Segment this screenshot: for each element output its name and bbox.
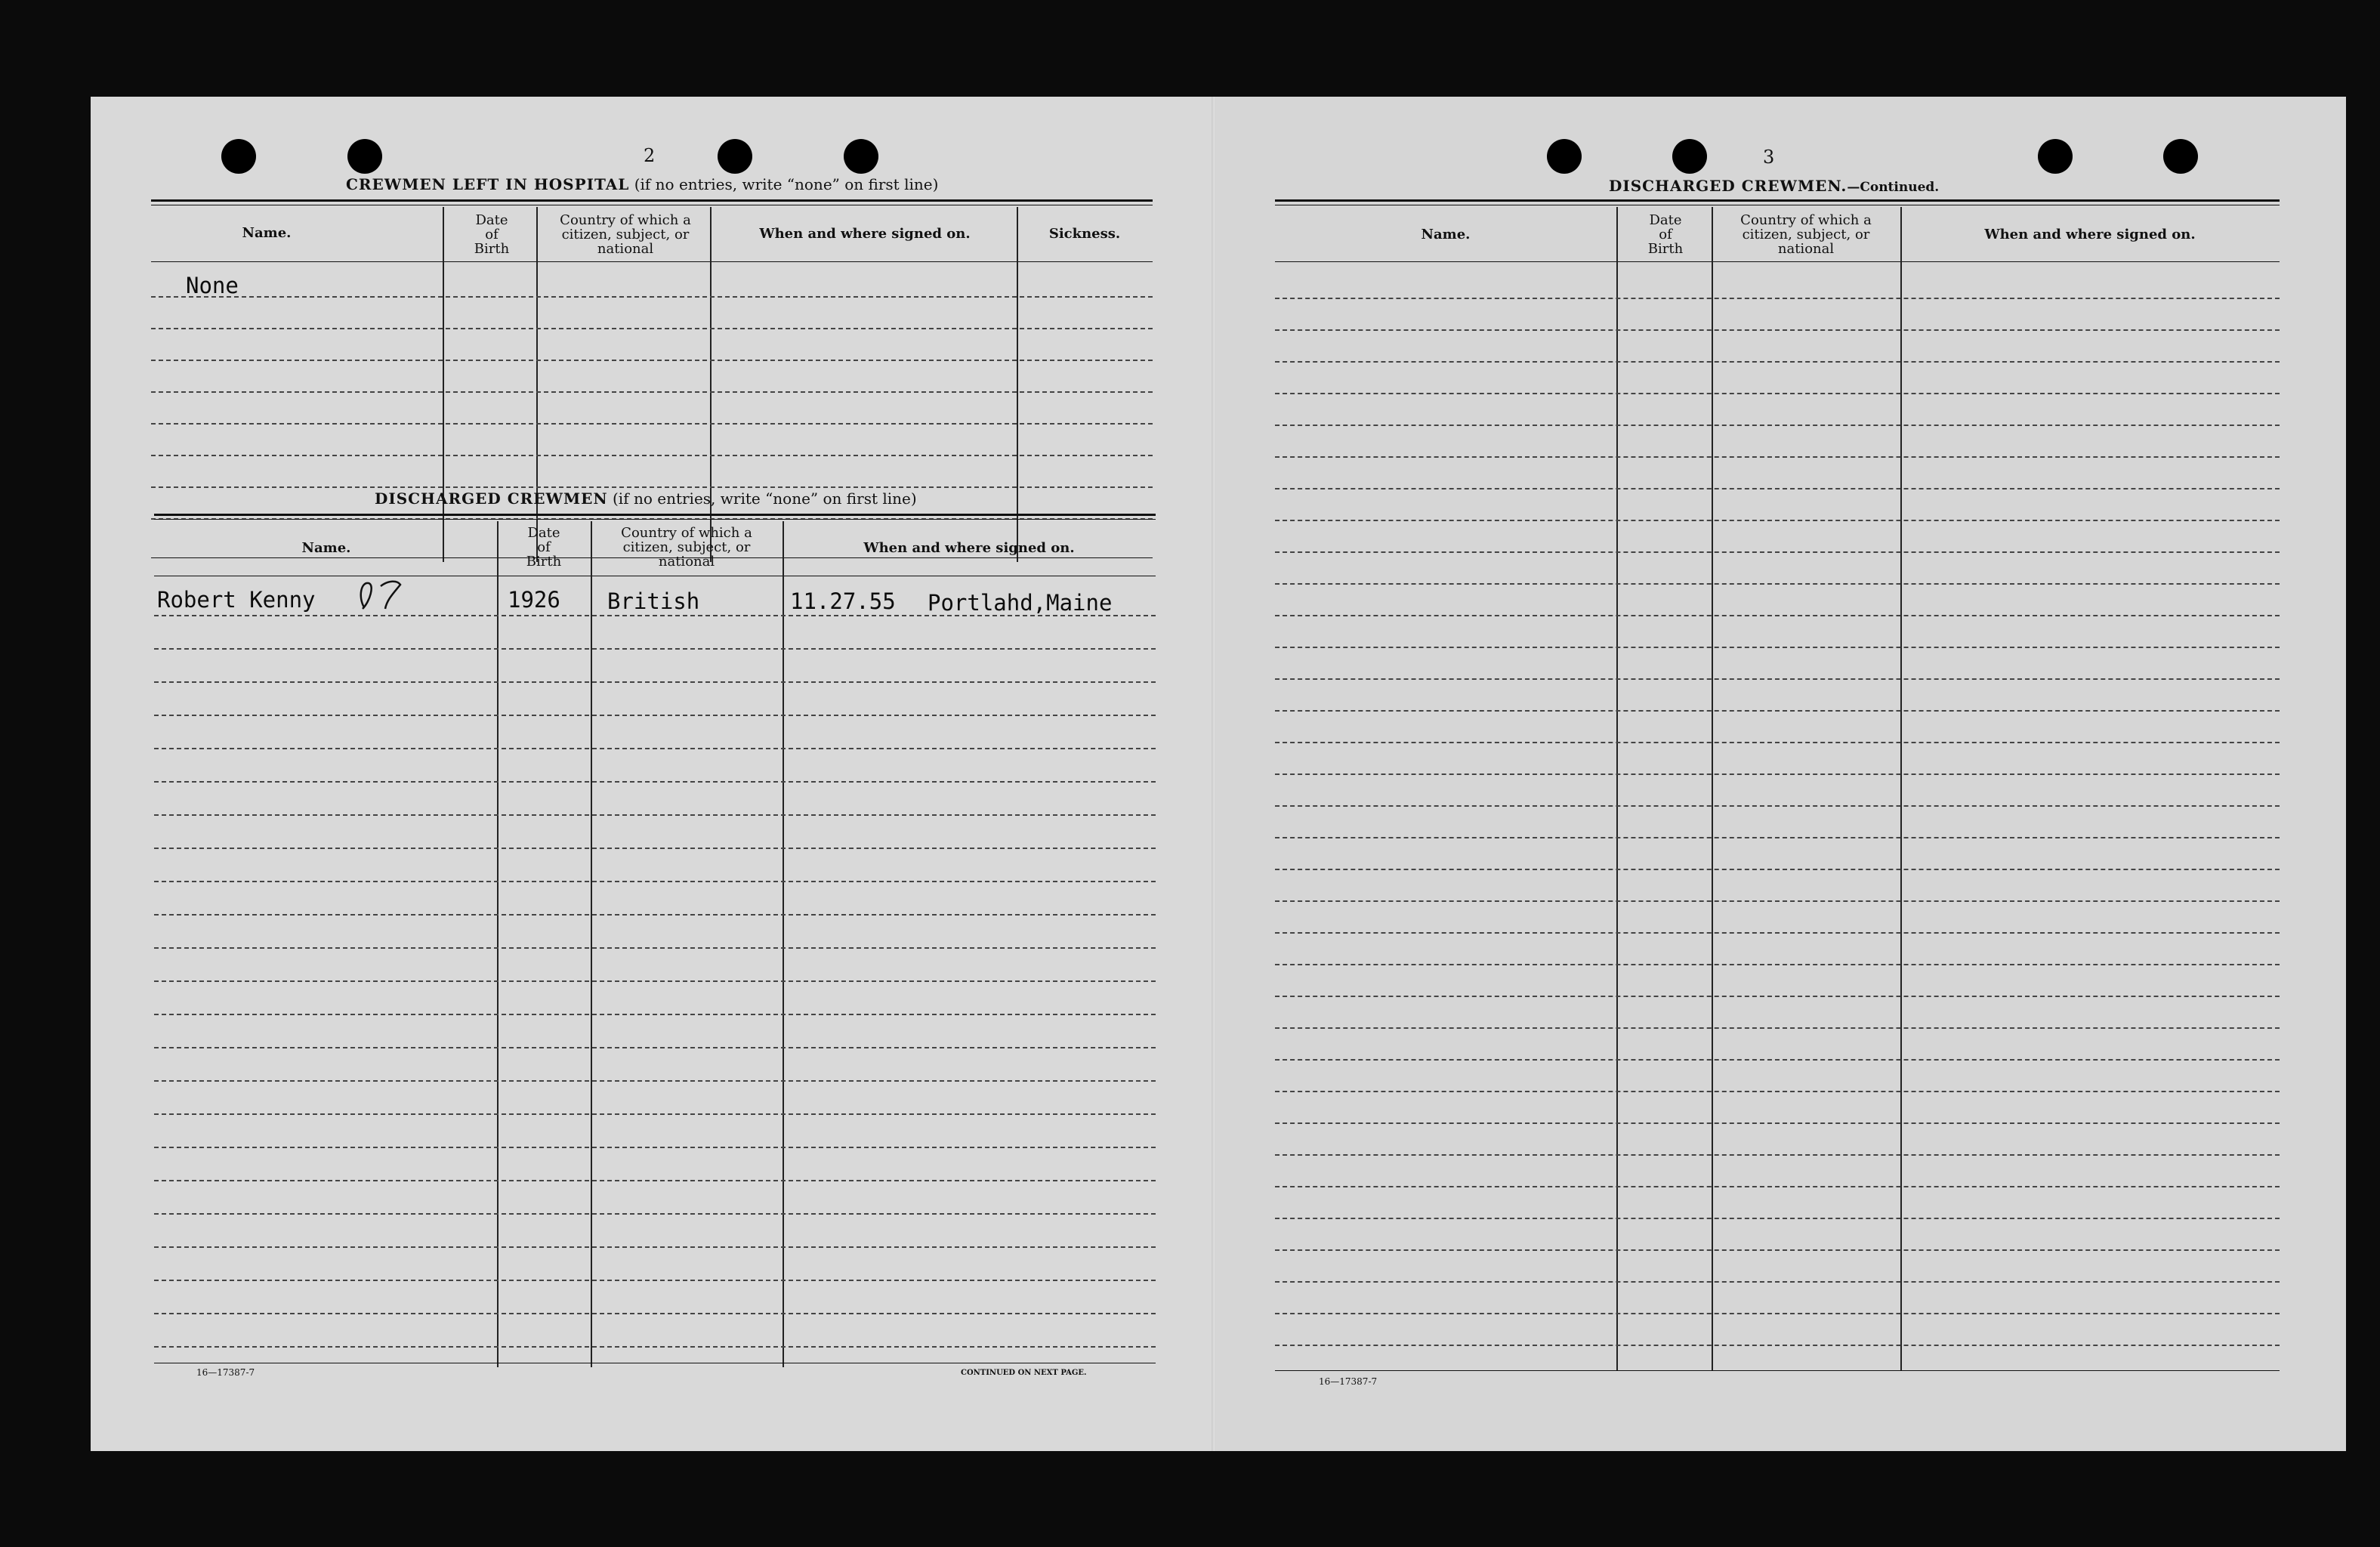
entry-line bbox=[1275, 1091, 2280, 1092]
handwritten-initials-mark bbox=[353, 574, 414, 619]
dob-line: of bbox=[1659, 227, 1672, 242]
entry-line bbox=[151, 360, 1153, 361]
entry-line bbox=[1275, 1027, 2280, 1029]
entry-line bbox=[1275, 1122, 2280, 1124]
header-rule bbox=[1275, 261, 2280, 262]
hospital-title-bold: CREWMEN LEFT IN HOSPITAL bbox=[346, 175, 630, 193]
entry-line bbox=[154, 1047, 1156, 1048]
entry-line bbox=[154, 848, 1156, 849]
entry-line bbox=[151, 486, 1153, 488]
entry-line bbox=[151, 391, 1153, 393]
country-line: citizen, subject, or bbox=[1742, 227, 1870, 242]
country-line: citizen, subject, or bbox=[622, 539, 751, 555]
col-header-name: Name. bbox=[1421, 227, 1471, 242]
punch-hole bbox=[1547, 139, 1582, 174]
double-rule bbox=[1275, 199, 2280, 202]
entry-line bbox=[154, 681, 1156, 683]
entry-line bbox=[1275, 361, 2280, 363]
discharged-entry-place: Portlahd,Maine bbox=[928, 590, 1113, 616]
right-page bbox=[1215, 97, 2346, 1451]
entry-line bbox=[154, 1113, 1156, 1115]
entry-line bbox=[154, 1147, 1156, 1148]
entry-line bbox=[1275, 1218, 2280, 1219]
entry-line bbox=[154, 980, 1156, 982]
punch-hole bbox=[221, 139, 256, 174]
entry-line bbox=[1275, 900, 2280, 902]
entry-line bbox=[151, 296, 1153, 298]
country-line: Country of which a bbox=[1740, 212, 1872, 228]
entry-line bbox=[1275, 1154, 2280, 1156]
entry-line bbox=[1275, 425, 2280, 426]
entry-line bbox=[1275, 869, 2280, 870]
entry-line bbox=[1275, 488, 2280, 489]
col-header-sickness: Sickness. bbox=[1048, 226, 1121, 242]
entry-line bbox=[151, 423, 1153, 425]
entry-line bbox=[154, 1346, 1156, 1348]
column-divider bbox=[536, 207, 538, 562]
col-header-dob bbox=[1616, 213, 1715, 256]
entry-line bbox=[1275, 774, 2280, 775]
discharged-title-note: (if no entries, write “none” on first line) bbox=[613, 489, 917, 508]
entry-line bbox=[1275, 678, 2280, 680]
entry-line bbox=[1275, 1345, 2280, 1346]
dob-line: Birth bbox=[526, 554, 562, 570]
punch-hole bbox=[2038, 139, 2073, 174]
entry-line bbox=[154, 715, 1156, 716]
col-header-when-where: When and where signed on. bbox=[863, 540, 1075, 556]
col-header-country bbox=[1712, 213, 1900, 256]
dob-line: Birth bbox=[1647, 241, 1684, 257]
entry-line bbox=[1275, 329, 2280, 331]
entry-line bbox=[154, 814, 1156, 816]
entry-line bbox=[1275, 1313, 2280, 1314]
country-line: national bbox=[1777, 241, 1835, 257]
punch-hole bbox=[2163, 139, 2198, 174]
discharged-entry-name: Robert Kenny bbox=[157, 587, 316, 613]
entry-line bbox=[1275, 520, 2280, 521]
country-line: national bbox=[658, 554, 715, 570]
entry-line bbox=[1275, 805, 2280, 807]
entry-line bbox=[154, 748, 1156, 749]
entry-line bbox=[1275, 298, 2280, 299]
continued-note: CONTINUED ON NEXT PAGE. bbox=[961, 1369, 1087, 1377]
right-title-cont: —Continued. bbox=[1847, 180, 1940, 195]
discharged-entry-dob: 1926 bbox=[508, 587, 560, 613]
column-divider bbox=[443, 207, 444, 562]
dob-line: of bbox=[485, 227, 499, 242]
column-divider bbox=[1712, 207, 1713, 1370]
dob-line: Date bbox=[1649, 212, 1682, 228]
entry-line bbox=[154, 881, 1156, 882]
entry-line bbox=[154, 1014, 1156, 1015]
col-header-country bbox=[536, 213, 715, 256]
double-rule bbox=[154, 514, 1156, 516]
entry-line bbox=[1275, 1059, 2280, 1061]
hospital-section-title bbox=[346, 175, 938, 193]
entry-line bbox=[1275, 710, 2280, 712]
entry-line bbox=[154, 1080, 1156, 1082]
discharged-section-title bbox=[375, 489, 917, 508]
punch-hole bbox=[718, 139, 752, 174]
dob-line: Date bbox=[475, 212, 508, 228]
right-section-title bbox=[1609, 177, 1939, 195]
column-divider bbox=[1017, 207, 1018, 562]
section-end-rule bbox=[1275, 1370, 2280, 1371]
entry-line bbox=[1275, 1249, 2280, 1251]
entry-line bbox=[151, 455, 1153, 456]
double-rule bbox=[151, 199, 1153, 202]
entry-line bbox=[1275, 647, 2280, 648]
col-header-country bbox=[591, 526, 783, 569]
discharged-entry-date: 11.27.55 bbox=[790, 588, 896, 614]
dob-line: of bbox=[537, 539, 551, 555]
entry-line bbox=[154, 1246, 1156, 1248]
entry-line bbox=[154, 1180, 1156, 1181]
column-divider bbox=[1900, 207, 1902, 1370]
entry-line bbox=[1275, 393, 2280, 394]
punch-hole bbox=[347, 139, 382, 174]
page-number: 3 bbox=[1763, 147, 1775, 168]
entry-line bbox=[1275, 551, 2280, 553]
entry-line bbox=[154, 1313, 1156, 1314]
column-divider bbox=[1616, 207, 1618, 1370]
header-rule bbox=[151, 261, 1153, 262]
entry-line bbox=[1275, 996, 2280, 997]
entry-line bbox=[1275, 932, 2280, 934]
country-line: citizen, subject, or bbox=[561, 227, 690, 242]
country-line: Country of which a bbox=[621, 525, 752, 541]
entry-line bbox=[1275, 964, 2280, 965]
entry-line bbox=[154, 1280, 1156, 1281]
entry-line bbox=[1275, 456, 2280, 458]
dob-line: Date bbox=[527, 525, 560, 541]
column-divider bbox=[710, 207, 712, 562]
punch-hole bbox=[1672, 139, 1707, 174]
hospital-title-note: (if no entries, write “none” on first line) bbox=[634, 175, 939, 193]
entry-line bbox=[1275, 742, 2280, 743]
form-number: 16—17387-7 bbox=[1319, 1376, 1378, 1387]
col-header-when-where: When and where signed on. bbox=[759, 226, 971, 242]
country-line: national bbox=[597, 241, 654, 257]
punch-hole bbox=[844, 139, 878, 174]
dob-line: Birth bbox=[474, 241, 510, 257]
discharged-title-bold: DISCHARGED CREWMEN bbox=[375, 489, 608, 508]
entry-line bbox=[1275, 1186, 2280, 1187]
form-number: 16—17387-7 bbox=[196, 1367, 255, 1378]
entry-line bbox=[154, 914, 1156, 916]
entry-line bbox=[154, 947, 1156, 949]
col-header-dob bbox=[497, 526, 591, 569]
double-rule bbox=[154, 519, 1156, 520]
page-number: 2 bbox=[644, 145, 656, 166]
left-page bbox=[91, 97, 1215, 1451]
right-title-bold: DISCHARGED CREWMEN. bbox=[1609, 177, 1848, 195]
entry-line bbox=[1275, 615, 2280, 616]
entry-line bbox=[154, 648, 1156, 650]
col-header-name: Name. bbox=[242, 225, 292, 241]
country-line: Country of which a bbox=[560, 212, 691, 228]
entry-line bbox=[1275, 583, 2280, 585]
entry-line bbox=[1275, 837, 2280, 838]
entry-line bbox=[154, 1213, 1156, 1215]
entry-line bbox=[151, 328, 1153, 329]
discharged-entry-country: British bbox=[607, 588, 700, 614]
hospital-entry-name: None bbox=[186, 273, 239, 298]
entry-line bbox=[154, 781, 1156, 783]
col-header-when-where: When and where signed on. bbox=[1984, 227, 2196, 242]
col-header-dob bbox=[443, 213, 541, 256]
entry-line bbox=[1275, 1281, 2280, 1283]
col-header-name: Name. bbox=[301, 540, 351, 556]
